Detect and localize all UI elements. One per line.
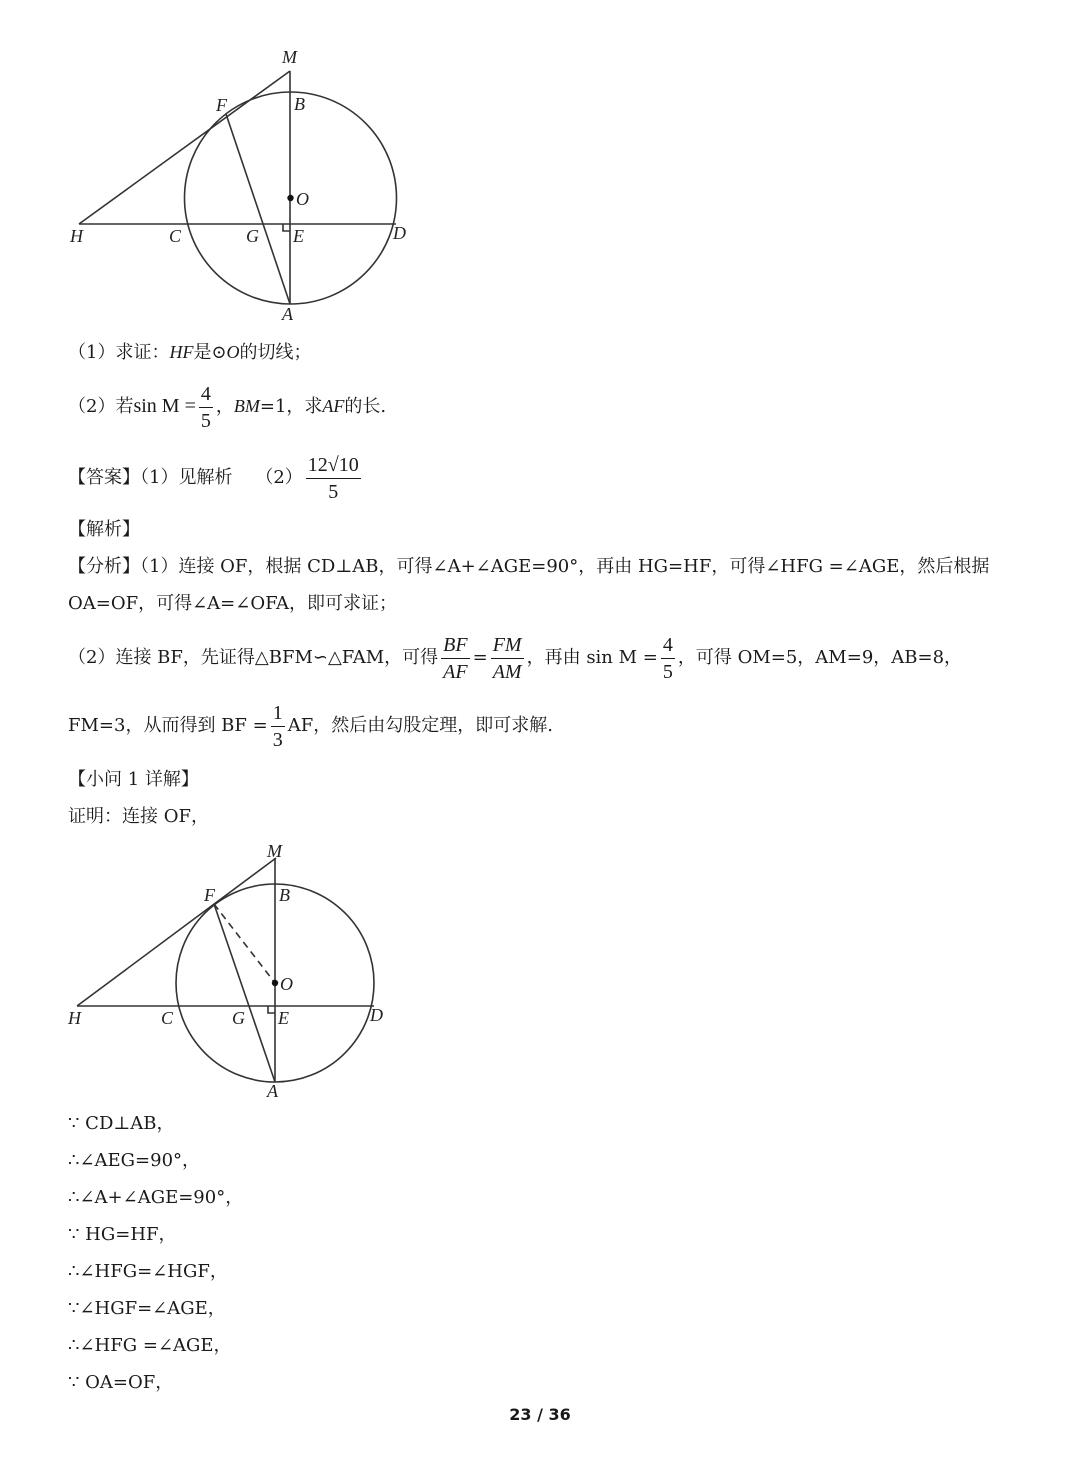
question-2 bbox=[68, 378, 386, 435]
answer-label: 【答案】 bbox=[68, 467, 140, 488]
fenxi-line-2: OA=OF，可得∠A=∠OFA，即可求证； bbox=[68, 593, 398, 614]
label-d-2: D bbox=[370, 1005, 383, 1025]
label-e-2: E bbox=[278, 1008, 289, 1028]
q1-o: O bbox=[226, 342, 240, 362]
center-dot-2 bbox=[272, 980, 278, 986]
q1-hf: HF bbox=[169, 342, 194, 362]
center-dot bbox=[287, 195, 293, 201]
proof-step: ∴∠HFG =∠AGE， bbox=[68, 1335, 232, 1356]
frac-3: 3 bbox=[272, 728, 283, 751]
frac-fm-am bbox=[491, 632, 524, 685]
fenxi-label: 【分析】 bbox=[68, 556, 140, 577]
label-a: A bbox=[282, 304, 293, 324]
frac-1-3 bbox=[271, 700, 285, 753]
label-b: B bbox=[294, 94, 305, 114]
geometry-figure-1 bbox=[60, 40, 440, 330]
label-m: M bbox=[282, 47, 297, 67]
sub1-label: 【小问 1 详解】 bbox=[68, 769, 199, 790]
line-fo-dashed bbox=[214, 904, 275, 983]
proof-step: ∴∠A+∠AGE=90°， bbox=[68, 1187, 244, 1208]
frac-4: 4 bbox=[661, 632, 675, 659]
label-f: F bbox=[216, 95, 227, 115]
fenxi-line3-suffix: ，可得 OM=5，AM=9，AB=8， bbox=[677, 647, 963, 668]
frac-af: AF bbox=[443, 660, 468, 683]
q2-fraction bbox=[199, 381, 213, 434]
q2-text2: =1，求 bbox=[259, 396, 323, 417]
line-fa-2 bbox=[214, 904, 275, 1082]
q1-prefix: （1）求证： bbox=[68, 342, 170, 363]
fenxi-line-3 bbox=[68, 630, 962, 686]
question-1 bbox=[68, 340, 312, 365]
q2-suffix: 的长. bbox=[344, 396, 387, 417]
answer-line bbox=[68, 450, 364, 506]
fenxi-text-1: （1）连接 OF，根据 CD⊥AB，可得∠A+∠AGE=90°，再由 HG=HF，可得∠HFG =∠AGE，然后根据 bbox=[140, 556, 990, 577]
label-a-2: A bbox=[267, 1081, 278, 1101]
proof-step: ∴∠HFG=∠HGF， bbox=[68, 1261, 228, 1282]
proof-step: ∵ OA=OF， bbox=[68, 1372, 174, 1393]
answer-fraction bbox=[306, 452, 361, 505]
proof-intro: 证明：连接 OF， bbox=[68, 806, 209, 827]
frac-4-5 bbox=[661, 632, 675, 685]
fenxi-line3-mid: ，再由 sin M = bbox=[526, 647, 658, 668]
proof-step: ∵∠HGF=∠AGE， bbox=[68, 1298, 226, 1319]
analysis-label: 【解析】 bbox=[68, 519, 140, 540]
fenxi-line4-prefix: FM=3，从而得到 BF = bbox=[68, 715, 268, 736]
right-angle-mark bbox=[283, 224, 290, 231]
proof-step: ∵ CD⊥AB， bbox=[68, 1113, 175, 1134]
q2-frac-den: 5 bbox=[200, 409, 211, 432]
q2-af: AF bbox=[322, 396, 345, 416]
frac-am: AM bbox=[492, 660, 522, 683]
answer-part2: （2） bbox=[255, 467, 303, 488]
q2-comma: ， bbox=[215, 396, 234, 417]
answer-part1: （1）见解析 bbox=[140, 467, 233, 488]
proof-step: ∴∠AEG=90°， bbox=[68, 1150, 201, 1171]
frac-5: 5 bbox=[662, 660, 673, 683]
fenxi-line3-prefix: （2）连接 BF，先证得△BFM∽△FAM，可得 bbox=[68, 647, 439, 668]
label-d: D bbox=[393, 223, 406, 243]
label-o-2: O bbox=[280, 974, 293, 994]
equals-sign: = bbox=[472, 647, 488, 668]
label-h-2: H bbox=[68, 1008, 81, 1028]
label-h: H bbox=[70, 226, 83, 246]
q2-sinm: sin M = bbox=[133, 395, 196, 417]
label-c: C bbox=[169, 226, 182, 246]
label-c-2: C bbox=[161, 1008, 174, 1028]
page-number: 23 / 36 bbox=[509, 1405, 571, 1424]
fenxi-line-1 bbox=[68, 555, 989, 579]
frac-fm: FM bbox=[491, 632, 524, 659]
geometry-figure-2 bbox=[60, 835, 400, 1105]
proof-step: ∵ HG=HF， bbox=[68, 1224, 177, 1245]
q1-suffix: 的切线； bbox=[239, 342, 312, 363]
label-f-2: F bbox=[204, 885, 215, 905]
q2-frac-num: 4 bbox=[199, 381, 213, 408]
fenxi-line-4 bbox=[68, 698, 553, 754]
answer-frac-den: 5 bbox=[328, 480, 339, 503]
line-fa bbox=[226, 114, 290, 304]
q2-prefix: （2）若 bbox=[68, 396, 134, 417]
frac-1: 1 bbox=[271, 700, 285, 727]
right-angle-mark-2 bbox=[268, 1006, 275, 1013]
label-m-2: M bbox=[267, 841, 282, 861]
label-g: G bbox=[246, 226, 259, 246]
label-o: O bbox=[296, 189, 309, 209]
frac-bf: BF bbox=[441, 632, 469, 659]
label-b-2: B bbox=[279, 885, 290, 905]
q2-bm: BM bbox=[233, 396, 260, 416]
label-e: E bbox=[293, 226, 304, 246]
answer-frac-num: 12√10 bbox=[306, 452, 361, 479]
q1-mid: 是⊙ bbox=[193, 342, 227, 363]
label-g-2: G bbox=[232, 1008, 245, 1028]
fenxi-line4-suffix: AF，然后由勾股定理，即可求解. bbox=[287, 715, 553, 736]
frac-bf-af bbox=[441, 632, 469, 685]
